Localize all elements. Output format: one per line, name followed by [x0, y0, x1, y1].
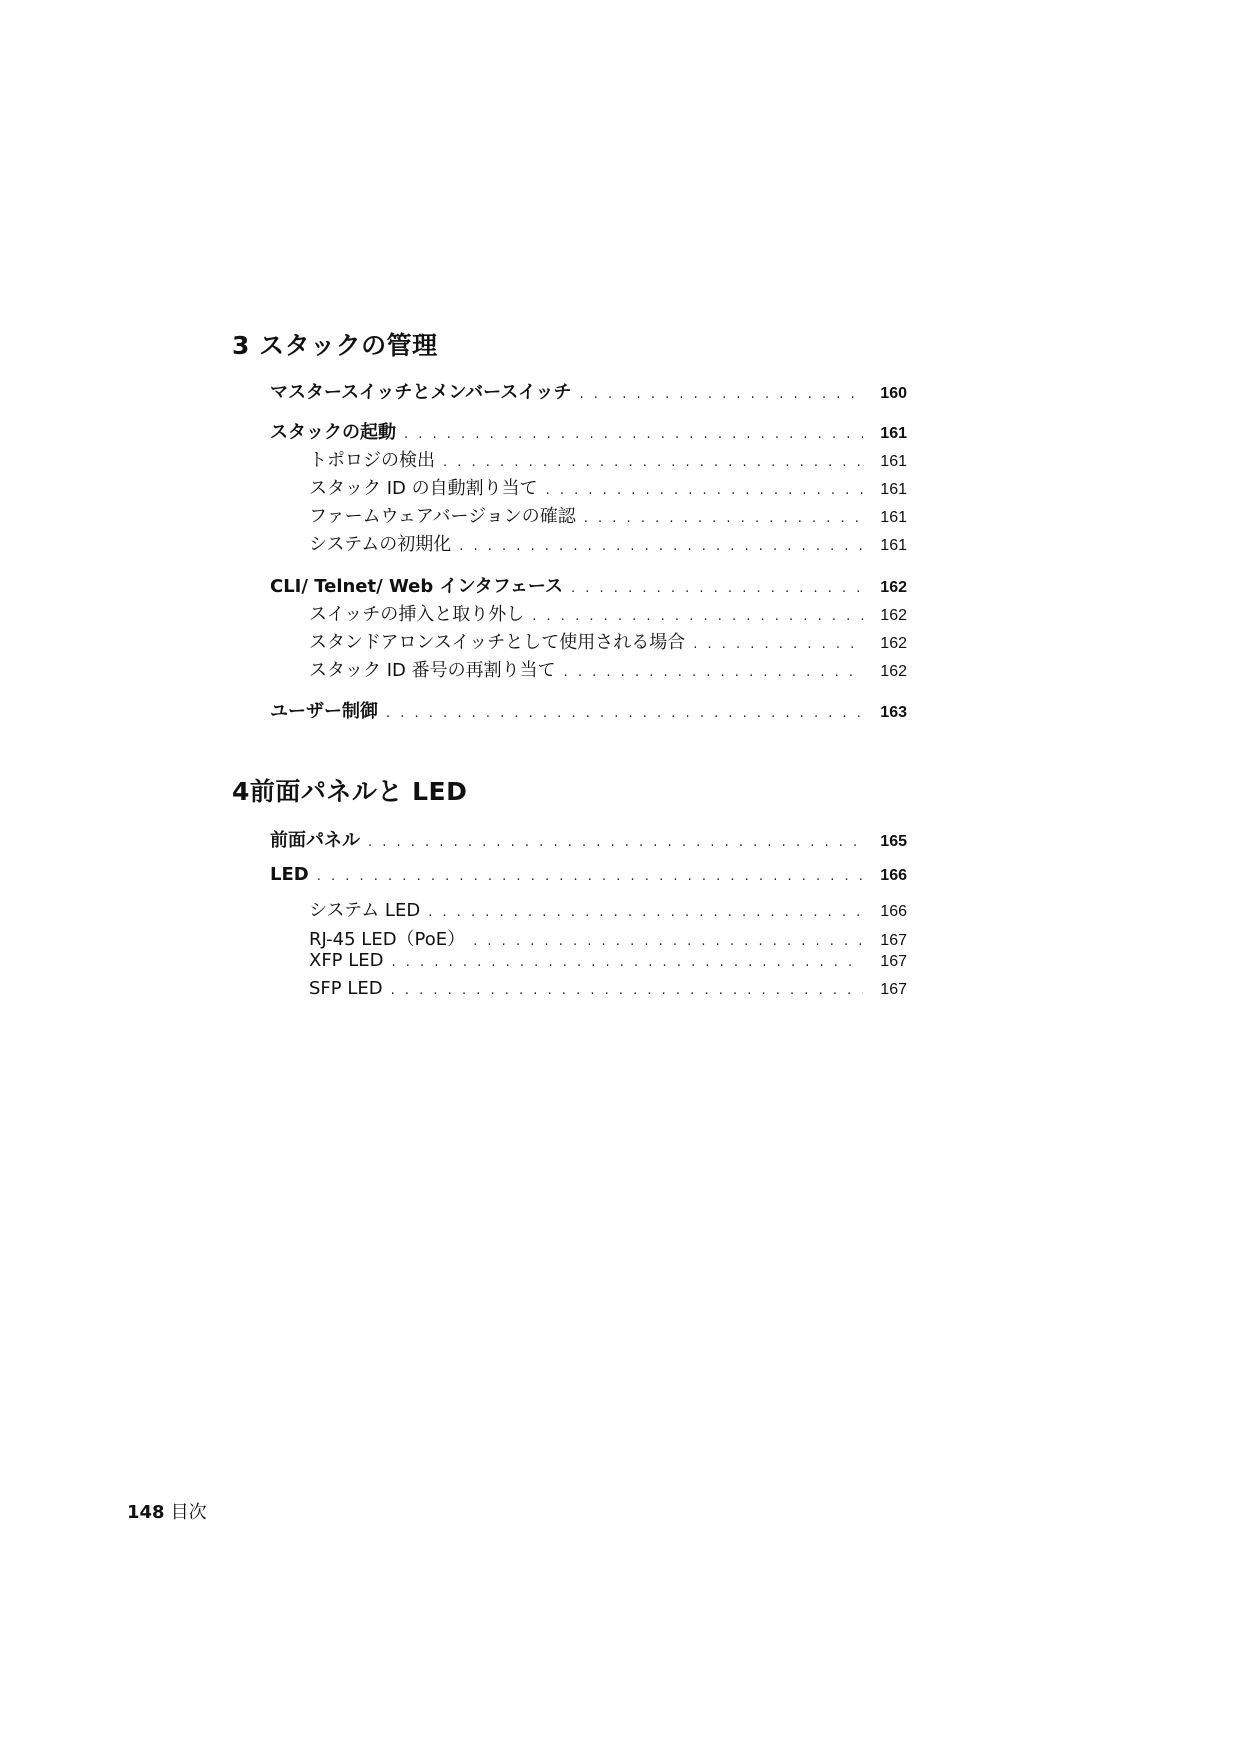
toc-entry[interactable]: [270, 572, 907, 598]
leader-dots: [564, 665, 863, 680]
toc-entry-title: ファームウェアバージョンの確認: [309, 506, 576, 527]
toc-entry[interactable]: [270, 378, 907, 404]
toc-entry-page: 167: [880, 953, 907, 970]
chapter-title: 4前面パネルと LED: [232, 777, 468, 806]
toc-subentry[interactable]: [309, 474, 907, 500]
toc-entry-title: スタック ID 番号の再割り当て: [309, 660, 556, 681]
toc-subentry[interactable]: [309, 600, 907, 626]
toc-subentry[interactable]: [309, 925, 907, 951]
toc-subentry[interactable]: [309, 978, 907, 999]
toc-entry-title: トポロジの検出: [309, 450, 435, 471]
toc-entry-page: 160: [880, 385, 907, 402]
toc-entry-title: 前面パネル: [270, 830, 360, 851]
toc-entry-title: ユーザー制御: [270, 701, 378, 722]
toc-entry[interactable]: [270, 864, 907, 885]
toc-entry-page: 161: [880, 453, 907, 470]
leader-dots: [428, 905, 863, 920]
toc-entry-page: 165: [880, 833, 907, 850]
toc-entry-title: XFP LED: [309, 950, 384, 971]
toc-entry-title: SFP LED: [309, 978, 383, 999]
toc-entry-page: 162: [880, 663, 907, 680]
leader-dots: [546, 483, 863, 498]
toc-entry-page: 162: [880, 635, 907, 652]
toc-subentry[interactable]: [309, 502, 907, 528]
toc-entry-page: 162: [880, 579, 907, 596]
leader-dots: [459, 539, 863, 554]
chapter-title: 3 スタックの管理: [232, 331, 438, 360]
leader-dots: [404, 427, 863, 442]
leader-dots: [584, 511, 863, 526]
toc-entry-page: 161: [880, 509, 907, 526]
leader-dots: [571, 581, 863, 596]
toc-entry-title: マスタースイッチとメンバースイッチ: [270, 382, 572, 403]
leader-dots: [580, 387, 864, 402]
toc-subentry[interactable]: [309, 446, 907, 472]
toc-entry-title: RJ-45 LED（PoE）: [309, 929, 466, 950]
toc-entry-title: スイッチの挿入と取り外し: [309, 604, 525, 625]
footer-label: 目次: [170, 1502, 207, 1523]
leader-dots: [532, 609, 863, 624]
toc-subentry[interactable]: [309, 950, 907, 971]
toc-entry-page: 166: [880, 867, 907, 884]
toc-entry-title: CLI/ Telnet/ Web インタフェース: [270, 576, 564, 597]
toc-entry-page: 167: [880, 981, 907, 998]
toc-subentry[interactable]: [309, 656, 907, 682]
toc-entry-title: システムの初期化: [309, 534, 452, 555]
toc-entry-page: 167: [880, 932, 907, 949]
toc-entry-page: 161: [880, 425, 907, 442]
toc-entry-title: スタック ID の自動割り当て: [309, 478, 538, 499]
toc-entry[interactable]: [270, 418, 907, 444]
leader-dots: [317, 869, 863, 884]
leader-dots: [473, 934, 863, 949]
toc-entry-page: 162: [880, 607, 907, 624]
leader-dots: [368, 835, 863, 850]
toc-entry-title: LED: [270, 864, 309, 885]
toc-subentry[interactable]: [309, 628, 907, 654]
leader-dots: [391, 983, 863, 998]
toc-entry-title: システム LED: [309, 900, 421, 921]
toc-entry[interactable]: [270, 697, 907, 723]
toc-entry-page: 163: [880, 704, 907, 721]
leader-dots: [693, 637, 863, 652]
toc-entry-page: 166: [880, 903, 907, 920]
footer-page-number: 148: [127, 1502, 165, 1523]
page-footer: [127, 1498, 207, 1524]
toc-subentry[interactable]: [309, 896, 907, 922]
toc-entry-page: 161: [880, 537, 907, 554]
toc-entry-page: 161: [880, 481, 907, 498]
toc-entry[interactable]: [270, 826, 907, 852]
leader-dots: [392, 955, 863, 970]
toc-entry-title: スタンドアロンスイッチとして使用される場合: [309, 632, 686, 653]
toc-entry-title: スタックの起動: [270, 422, 396, 443]
leader-dots: [386, 706, 863, 721]
leader-dots: [443, 455, 863, 470]
toc-subentry[interactable]: [309, 530, 907, 556]
